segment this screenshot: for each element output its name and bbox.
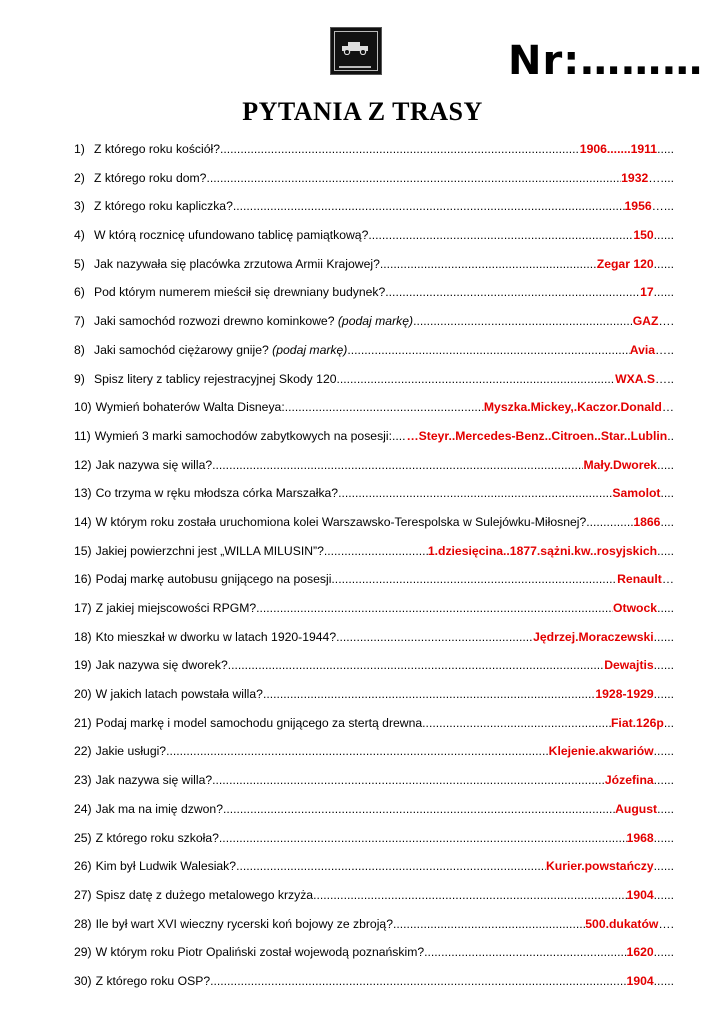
question-number: 28) [74, 916, 92, 931]
question-item [74, 743, 674, 772]
question-item [74, 170, 674, 199]
question-number: 4) [74, 228, 85, 243]
answer-line [285, 399, 484, 415]
answer-line-end: …. [658, 916, 674, 931]
question-number: 29) [74, 945, 92, 960]
answer-text: 1932 [621, 170, 649, 185]
answer-line [233, 198, 625, 214]
answer-line [166, 743, 549, 759]
question-text [96, 772, 213, 788]
question-text-main: Jak nazywa się dworek? [95, 658, 228, 673]
question-text [96, 801, 223, 817]
question-item [74, 686, 674, 715]
answer-line-end: ...... [653, 887, 674, 902]
answer-line [206, 170, 621, 186]
question-item [74, 571, 674, 600]
question-text-main: Z jakiej miejscowości RPGM? [95, 601, 257, 615]
answer-text: 1906.......1911 [579, 142, 658, 156]
answer-line-end: ...... [653, 830, 674, 845]
answer-line [337, 371, 616, 387]
answer-text: 1620 [626, 945, 654, 960]
question-text-main: Spisz litery z tablicy rejestracyjnej Skody 120 [94, 371, 337, 386]
question-item [74, 657, 674, 686]
question-item [74, 256, 674, 285]
logo-bar [339, 66, 371, 68]
answer-line [336, 629, 533, 645]
answer-text: 500.dukatów [585, 916, 659, 931]
question-number: 18) [74, 629, 92, 644]
question-text [94, 227, 368, 243]
question-number: 19) [74, 658, 92, 673]
answer-text: Otwock [613, 601, 658, 615]
question-text-main: Z którego roku kościół? [94, 142, 220, 156]
question-text [94, 170, 206, 186]
question-item [74, 198, 674, 227]
question-number: 21) [74, 715, 92, 730]
question-text [96, 916, 393, 932]
answer-line-end: ….. [655, 342, 674, 357]
answer-line [210, 973, 626, 989]
answer-text: Józefina [604, 773, 654, 788]
answer-text: 17 [640, 285, 654, 300]
answer-line [385, 284, 640, 300]
answer-line [212, 457, 583, 473]
question-hint: (podaj markę) [272, 342, 348, 357]
question-text [96, 629, 337, 645]
number-field-label: Nr:……… [508, 38, 704, 84]
answer-line-end: ...... [653, 228, 674, 243]
answer-line-end: .... [660, 514, 674, 529]
answer-line [313, 887, 626, 903]
question-number: 3) [74, 199, 85, 214]
question-item [74, 858, 674, 887]
answer-text: Fiat.126p [610, 715, 664, 730]
answer-text: Mały.Dworek [583, 457, 658, 472]
answer-text: Jędrzej.Moraczewski [533, 629, 654, 644]
question-item [74, 830, 674, 859]
question-text-main: W jakich latach powstała willa? [95, 687, 263, 702]
question-text-main: Z którego roku szkoła? [95, 830, 219, 845]
question-item [74, 916, 674, 945]
question-text [94, 313, 413, 329]
question-text [94, 342, 347, 358]
question-item [74, 514, 674, 543]
question-item [74, 772, 674, 801]
question-text [96, 399, 285, 415]
question-number: 10) [74, 400, 92, 415]
answer-text: Samolot [612, 486, 661, 501]
question-item [74, 485, 674, 514]
answer-line-end: .... [660, 486, 674, 501]
question-number: 17) [74, 601, 92, 615]
question-text-main: Wymień 3 marki samochodów zabytkowych na posesji: [94, 428, 392, 443]
answer-line [413, 313, 633, 329]
answer-line-end: ..... [657, 142, 674, 156]
answer-line [424, 944, 626, 960]
answer-text: Dewajtis [604, 658, 654, 673]
question-number: 20) [74, 687, 92, 702]
answer-line [256, 600, 613, 616]
answer-text: 1928-1929 [595, 687, 654, 702]
question-text-main: Jak nazywała się placówka zrzutowa Armii Krajowej? [94, 256, 380, 271]
answer-line-end: ...... [653, 285, 674, 300]
question-text-main: Kto mieszkał w dworku w latach 1920-1944? [95, 629, 337, 644]
answer-text: 1866 [633, 514, 661, 529]
question-text-main: Jak nazywa się willa? [95, 773, 213, 788]
answer-text: 1.dziesięcina..1877.sążni.kw..rosyjskich [427, 543, 658, 558]
question-item [74, 284, 674, 313]
answer-line [368, 227, 633, 243]
answer-line [422, 715, 611, 731]
answer-text: Kurier.powstańczy [545, 859, 654, 874]
question-item [74, 141, 674, 170]
question-item [74, 399, 674, 428]
question-item [74, 227, 674, 256]
answer-line-end: … [661, 400, 674, 415]
answer-text: WXA.S [615, 371, 656, 386]
question-text [95, 428, 392, 444]
vintage-car-icon [340, 41, 370, 55]
question-item [74, 313, 674, 342]
answer-line [324, 543, 428, 559]
answer-line [392, 428, 407, 444]
answer-line-end: ...... [653, 744, 674, 759]
answer-text: 1904 [626, 973, 654, 988]
question-text-main: Z którego roku kapliczka? [94, 199, 233, 214]
question-number: 2) [74, 170, 85, 185]
question-number: 13) [74, 486, 92, 501]
question-item [74, 428, 674, 457]
question-text [94, 371, 337, 387]
answer-text: 1956 [624, 199, 652, 214]
question-number: 9) [74, 371, 85, 386]
question-number: 14) [74, 514, 92, 529]
question-text [96, 571, 332, 587]
question-item [74, 600, 674, 629]
question-text-main: Z którego roku OSP? [95, 973, 211, 988]
answer-line-end: ..... [657, 601, 674, 615]
question-item [74, 801, 674, 830]
answer-line [236, 858, 546, 874]
question-text-main: Podaj markę i model samochodu gnijącego za stertą drewna [95, 715, 423, 730]
question-text-main: W którą rocznicę ufundowano tablicę pamiątkową? [94, 228, 369, 243]
question-number: 23) [74, 773, 92, 788]
answer-line-end: ..... [657, 543, 674, 558]
question-text-main: Jakiej powierzchni jest „WILLA MILUSIN”? [95, 543, 324, 558]
question-number: 7) [74, 314, 85, 329]
answer-text: August [615, 801, 658, 816]
answer-line [338, 485, 612, 501]
question-text-main: Z którego roku dom? [94, 170, 207, 185]
question-text [96, 657, 228, 673]
answer-line-end: ..... [657, 801, 674, 816]
answer-text: Myszka.Mickey,.Kaczor.Donald [483, 400, 662, 415]
question-text-main: Jak nazywa się willa? [95, 457, 213, 472]
answer-line [228, 657, 605, 673]
question-text-main: W którym roku Piotr Opaliński został wojewodą poznańskim? [95, 945, 425, 960]
question-text [96, 485, 338, 501]
question-text [96, 858, 236, 874]
page-title: PYTANIA Z TRASY [242, 97, 483, 126]
question-number: 26) [74, 859, 92, 874]
answer-line [223, 801, 615, 817]
question-number: 5) [74, 256, 85, 271]
answer-line-end: ..... [657, 457, 674, 472]
question-number: 27) [74, 887, 92, 902]
question-text [96, 457, 213, 473]
answer-line-end: .. [667, 428, 674, 443]
question-hint: (podaj markę) [337, 314, 414, 329]
question-number: 6) [74, 285, 85, 300]
answer-text: GAZ [632, 314, 659, 329]
question-text-main: Co trzyma w ręku młodsza córka Marszałka? [95, 486, 339, 501]
answer-line-end: ...... [653, 973, 674, 988]
answer-text: 1904 [626, 887, 654, 902]
question-item [74, 543, 674, 572]
answer-text: Zegar 120 [596, 256, 654, 271]
question-text [96, 514, 587, 530]
answer-line-end: ...... [653, 945, 674, 960]
question-text-main: Jakie usługi? [95, 744, 167, 759]
answer-text: Renault [617, 572, 662, 587]
answer-line [393, 916, 585, 932]
question-text-main: Spisz datę z dużego metalowego krzyża [95, 887, 314, 902]
question-text [94, 141, 220, 157]
question-list [74, 141, 674, 1002]
answer-line-end: ... [663, 715, 674, 730]
question-text [96, 887, 313, 903]
question-text [96, 944, 425, 960]
question-text [96, 715, 423, 731]
question-text [96, 973, 210, 989]
question-number: 24) [74, 801, 92, 816]
question-text [96, 600, 257, 616]
question-text-main: Wymień bohaterów Walta Disneya: [95, 400, 285, 415]
question-text-main: Jak ma na imię dzwon? [95, 801, 223, 816]
question-number: 16) [74, 572, 92, 587]
answer-line-end: ...... [653, 687, 674, 702]
question-number: 12) [74, 457, 92, 472]
answer-line-end: ...... [653, 629, 674, 644]
question-text-main: Jaki samochód rozwozi drewno kominkowe? [94, 314, 335, 329]
question-text [94, 198, 233, 214]
answer-text: 1968 [626, 830, 654, 845]
answer-line-end: …. [658, 314, 674, 329]
answer-line [219, 830, 627, 846]
question-item [74, 944, 674, 973]
question-number: 8) [74, 342, 85, 357]
question-text [96, 830, 219, 846]
answer-line-end: ...... [653, 658, 674, 673]
answer-line-end: … [661, 572, 674, 587]
question-item [74, 887, 674, 916]
answer-text: …Steyr..Mercedes-Benz..Citroen..Star..Lublin [406, 428, 668, 443]
question-text-main: W którym roku została uruchomiona kolei Warszawsko-Terespolska w Sulejówku-Miłosnej? [95, 514, 587, 529]
answer-text: Avia [629, 342, 656, 357]
question-text-main: Jaki samochód ciężarowy gnije? [94, 342, 269, 357]
question-item [74, 715, 674, 744]
answer-line-end: …... [651, 199, 674, 214]
question-item [74, 973, 674, 1002]
answer-text: Klejenie.akwariów [548, 744, 654, 759]
answer-line [220, 141, 580, 157]
logo [330, 27, 382, 75]
question-text [94, 284, 385, 300]
answer-line-end: ….. [655, 371, 674, 386]
question-text [96, 543, 324, 559]
answer-line [347, 342, 629, 358]
answer-line-end: ...... [653, 773, 674, 788]
question-text-main: Pod którym numerem mieścił się drewniany budynek? [94, 285, 386, 300]
question-text-main: Kim był Ludwik Walesiak? [95, 859, 237, 874]
answer-text: 150 [633, 228, 654, 243]
question-number: 30) [74, 973, 92, 988]
answer-line-end: ...... [653, 256, 674, 271]
answer-line [380, 256, 597, 272]
answer-line [212, 772, 605, 788]
question-text [94, 256, 380, 272]
question-item [74, 342, 674, 371]
question-item [74, 629, 674, 658]
question-text [96, 686, 263, 702]
answer-line [331, 571, 617, 587]
answer-line-end: ...... [653, 859, 674, 874]
question-text-main: Podaj markę autobusu gnijącego na posesji [95, 572, 332, 587]
question-number: 11) [74, 428, 91, 443]
answer-line [263, 686, 595, 702]
question-item [74, 457, 674, 486]
question-number: 15) [74, 543, 92, 558]
question-number: 1) [74, 142, 85, 156]
question-number: 22) [74, 744, 92, 759]
question-text [96, 743, 166, 759]
question-item [74, 371, 674, 400]
answer-line [586, 514, 633, 530]
answer-line-end: ….... [648, 170, 674, 185]
question-text-main: Ile był wart XVI wieczny rycerski koń bojowy ze zbroją? [95, 916, 393, 931]
question-number: 25) [74, 830, 92, 845]
